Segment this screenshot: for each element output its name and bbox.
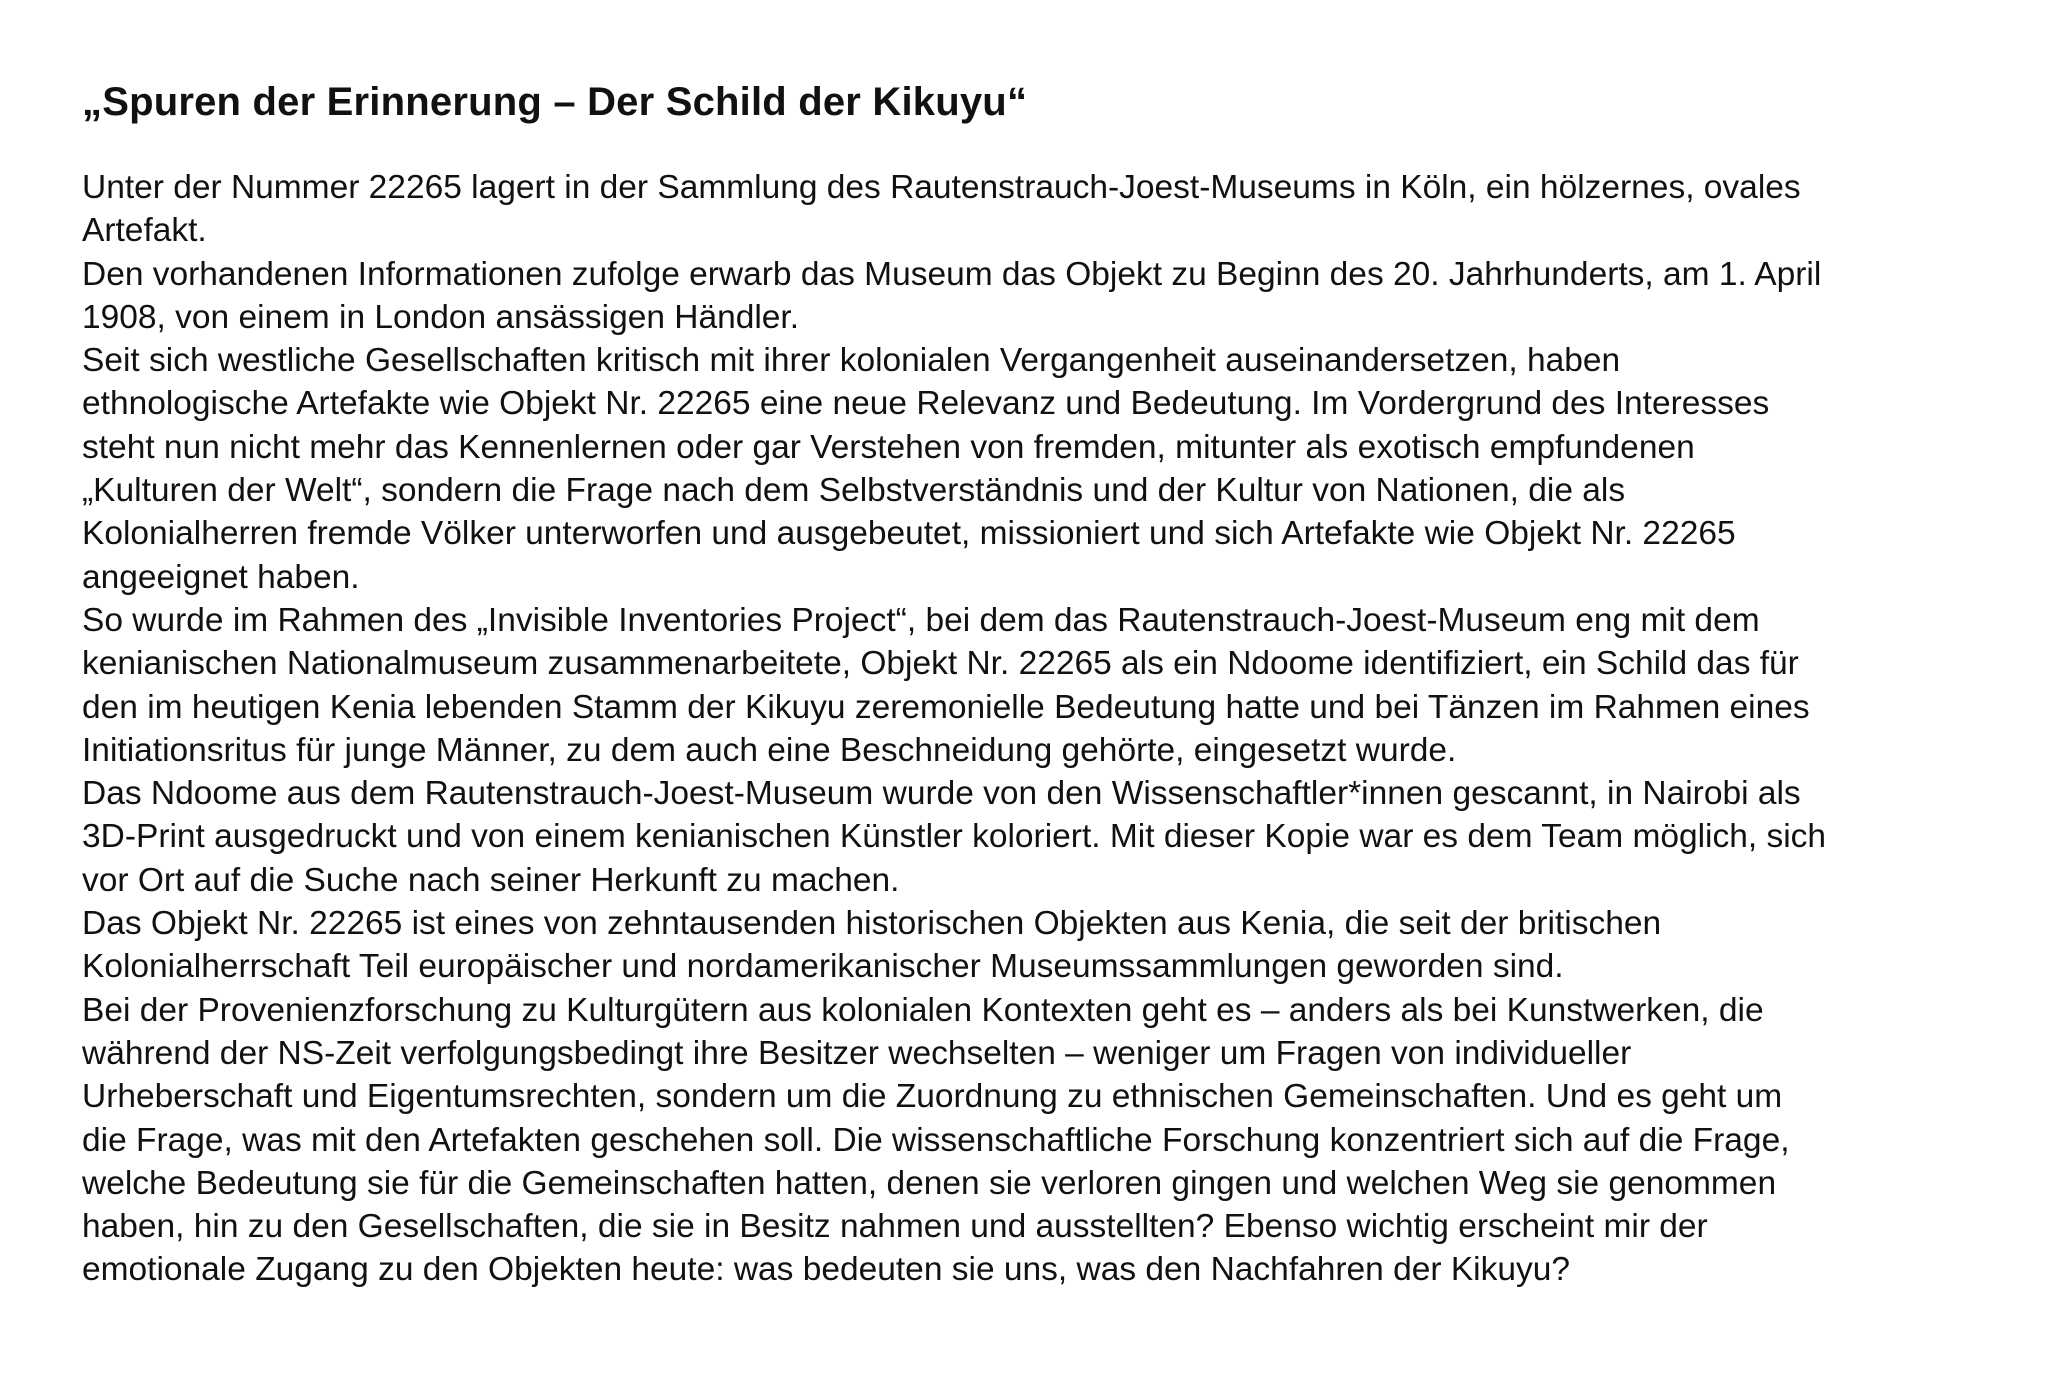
text-line: 3D-Print ausgedruckt und von einem kenianischen Künstler koloriert. Mit dieser Kopie war es dem Team möglich, sich [82, 818, 1827, 856]
text-line: vor Ort auf die Suche nach seiner Herkunft zu machen. [82, 861, 900, 899]
text-line: emotionale Zugang zu den Objekten heute: was bedeuten sie uns, was den Nachfahren der Kikuyu? [82, 1251, 1571, 1289]
text-line: Initiationsritus für junge Männer, zu dem auch eine Beschneidung gehörte, eingesetzt wurde. [82, 731, 1457, 769]
text-line: Das Ndoome aus dem Rautenstrauch-Joest-Museum wurde von den Wissenschaftler*innen gescannt, in Nairobi als [82, 775, 1801, 813]
text-line: „Kulturen der Welt“, sondern die Frage nach dem Selbstverständnis und der Kultur von Nationen, die als [82, 472, 1626, 510]
text-line: Artefakt. [82, 212, 207, 250]
text-line: die Frage, was mit den Artefakten geschehen soll. Die wissenschaftliche Forschung konzentriert sich auf die Frage, [82, 1121, 1790, 1159]
text-line: ethnologische Artefakte wie Objekt Nr. 22265 eine neue Relevanz und Bedeutung. Im Vordergrund des Interesses [82, 385, 1770, 423]
text-line: Unter der Nummer 22265 lagert in der Sammlung des Rautenstrauch-Joest-Museums in Köln, ein hölzernes, ovales [82, 169, 1801, 206]
text-line: während der NS-Zeit verfolgungsbedingt ihre Besitzer wechselten – weniger um Fragen von individueller [82, 1034, 1632, 1072]
document-body [82, 166, 2002, 1292]
text-line: angeeignet haben. [82, 558, 360, 596]
text-line: haben, hin zu den Gesellschaften, die sie in Besitz nahmen und ausstellten? Ebenso wichtig erscheint mir der [82, 1208, 1708, 1246]
text-line: kenianischen Nationalmuseum zusammenarbeitete, Objekt Nr. 22265 als ein Ndoome identifiziert, ein Schild das für [82, 645, 1799, 683]
text-line: den im heutigen Kenia lebenden Stamm der Kikuyu zeremonielle Bedeutung hatte und bei Tänzen im Rahmen eines [82, 688, 1810, 726]
text-line: Kolonialherrschaft Teil europäischer und nordamerikanischer Museumssammlungen geworden sind. [82, 948, 1564, 986]
text-line: welche Bedeutung sie für die Gemeinschaften hatten, denen sie verloren gingen und welchen Weg sie genommen [82, 1164, 1777, 1202]
text-line: Seit sich westliche Gesellschaften kritisch mit ihrer kolonialen Vergangenheit auseinandersetzen, haben [82, 342, 1621, 380]
text-line: Urheberschaft und Eigentumsrechten, sondern um die Zuordnung zu ethnischen Gemeinschaften. Und es geht um [82, 1078, 1783, 1116]
document-title: „Spuren der Erinnerung – Der Schild der Kikuyu“ [82, 80, 1028, 124]
text-line: Das Objekt Nr. 22265 ist eines von zehntausenden historischen Objekten aus Kenia, die seit der britischen [82, 905, 1662, 943]
text-line: Kolonialherren fremde Völker unterworfen und ausgebeutet, missioniert und sich Artefakte wie Objekt Nr. 22265 [82, 515, 1736, 553]
text-line: Bei der Provenienzforschung zu Kulturgütern aus kolonialen Kontexten geht es – anders als bei Kunstwerken, die [82, 991, 1764, 1029]
text-line: 1908, von einem in London ansässigen Händler. [82, 298, 800, 336]
document-page [82, 76, 2002, 1292]
text-line: steht nun nicht mehr das Kennenlernen oder gar Verstehen von fremden, mitunter als exotisch empfundenen [82, 428, 1695, 466]
text-line: So wurde im Rahmen des „Invisible Inventories Project“, bei dem das Rautenstrauch-Joest-Museum eng mit dem [82, 601, 1760, 639]
text-line: Den vorhandenen Informationen zufolge erwarb das Museum das Objekt zu Beginn des 20. Jahrhunderts, am 1. April [82, 255, 1822, 293]
